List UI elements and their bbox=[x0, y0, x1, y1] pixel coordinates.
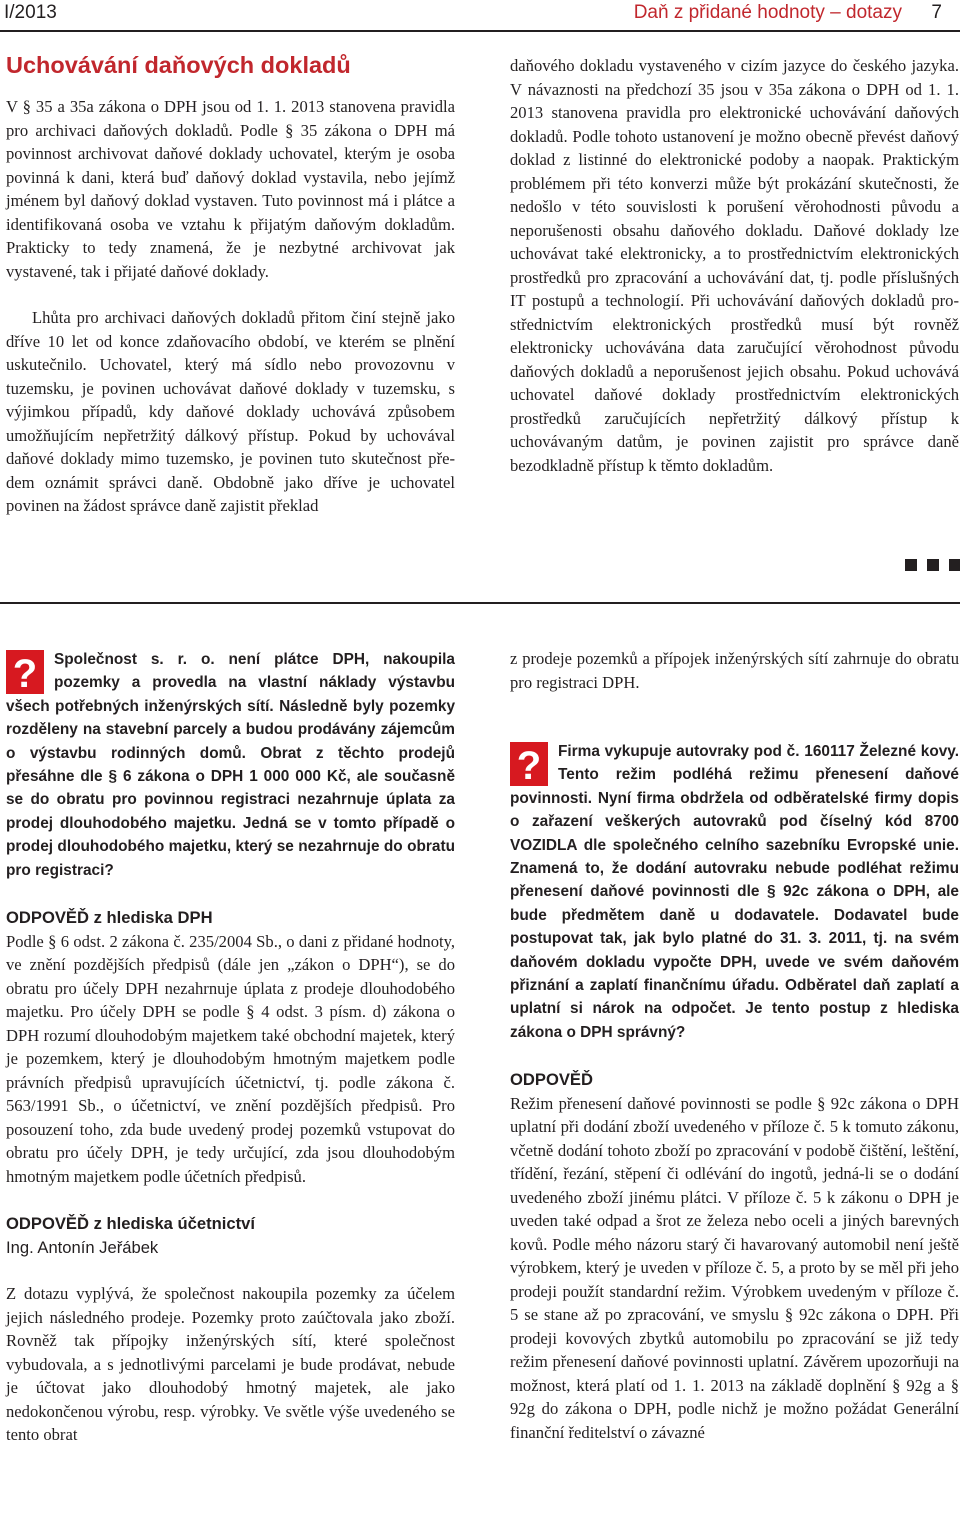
qa2-question-text: Firma vykupuje autovraky pod č. 160117 Železné kovy. Tento režim podléhá režimu přenesení daňové povinnosti. Nyní firma obdržela od odběratelské firmy dopis o zařazení veškerých autovraků pod číselný kód 8700 VOZIDLA dle společného celního sazebníku Evropské unie. Znamená to, že dodání autovraku nebude podléhat režimu přenesení daňové povinnosti dle § 92c zákona o DPH, ale bude předmětem daně u dodavatele. Dodavatel bude postupovat tak, jak bylo platné do 31. 3. 2011, tj. na svém daňovém dokladu vypočte DPH, uvede ve svém daňovém přiznání a zaplatí finančnímu úřadu. Odběratel daň zaplatí a uplatní si nárok na odpočet. Je tento postup z hlediska zákona o DPH správný? bbox=[510, 743, 959, 1041]
article-title: Uchovávání daňových dokladů bbox=[6, 52, 351, 78]
article-paragraph-1: V § 35 a 35a zákona o DPH jsou od 1. 1. 2013 stanovena pravidla pro archivaci daňových dokladů. Podle § 35 zákona o DPH má povinnost archivovat daňové doklady uchovatel, kterým je osoba povinná k dani, která buď daňový doklad vystavila, nebo jejímž jménem byl daňový doklad vystaven. Tuto povinnost má i plátce a identifikovaná osoba ve vztahu k přijatým daňovým dokladům. Prakticky to tedy znamená, že je nezbytné archivovat jak vystavené, tak i přijaté daňové doklady. bbox=[6, 97, 455, 281]
qa1-accounting-continued: z prodeje pozemků a přípojek inženýrských sítí zahrnuje do obratu pro registraci DPH. bbox=[510, 649, 959, 692]
qa1-accounting-author: Ing. Antonín Jeřábek bbox=[6, 1237, 159, 1257]
question-mark-icon bbox=[510, 742, 548, 786]
article-paragraph-3: daňového dokladu vystaveného v cizím jazyce do českého jazyka. V návaznosti na předchozí 35 jsou v 35a zákona o DPH od 1. 1. 2013 stanovena pravidla pro elektronické uchovávání daňových dokladů. Podle tohoto ustanovení je možno obecně převést daňový doklad z listinné do elektronické podoby a naopak. Praktickým problémem při této konverzi může být prokázání skutečnosti, že nedošlo v této souvislosti k porušení věrohodnosti původu a neporušenosti obsahu daňového dokladu. Daňové doklady lze uchovávat také elektronicky, a to prostřednictvím elektronických prostředků pro zpracování a uchovávání dat, tj. podle příslušných IT postupů a technologií. Při uchovávání daňových dokladů prostřednictvím elektronických prostředků musí být rovněž elektronicky uchovávána data zaručující věrohodnost původu daňových dokladů a neporušenost jejich obsahu. Pokud uchovává uchovatel daňové doklady prostřednictvím elektronických prostředků zaručujících nepřetržitý dálkový přístup k uchovávaným datům, je povinen zajistit pro správce daně bezodkladně přístup k těmto dokladům. bbox=[510, 56, 959, 475]
issue-number: I/2013 bbox=[4, 2, 57, 23]
article-end-mark bbox=[905, 559, 960, 571]
qa1-answer-text: Podle § 6 odst. 2 zákona č. 235/2004 Sb., o dani z přidané hodnoty, ve znění pozdějších předpisů (dále jen „zákon o DPH“), se do obratu pro účely DPH nezahrnuje úplata z prodeje dlouhodobého majetku. Pro účely DPH se podle § 4 odst. 3 písm. d) zákona o DPH rozumí dlouhodobým majetkem také obchodní majetek, který je pozemkem, který je dlouhodobým hmotným majetkem podle právních předpisů upravujících účetnictví, tj. podle zákona č. 563/1991 Sb., o účetnictví, ve znění pozdějších předpisů. Pro posouzení toho, zda bude uvedený prodej pozemků vstupovat do obratu pro účely DPH, je tedy určující, zda jsou dlouhodobým hmotným majetkem podle účetních předpisů. bbox=[6, 931, 455, 1186]
svg-text:?: ? bbox=[12, 652, 38, 694]
qa2-answer-heading: ODPOVĚĎ bbox=[510, 1070, 593, 1090]
qa2-column bbox=[510, 647, 959, 1444]
header-rule bbox=[0, 30, 960, 32]
qa1-answer-heading: ODPOVĚĎ z hlediska DPH bbox=[6, 908, 213, 928]
article-right-column bbox=[510, 54, 959, 477]
qa2-answer-text: Režim přenesení daňové povinnosti se podle § 92c zákona o DPH uplatní při dodání zboží uvedeného v příloze č. 5 k tomuto zákonu, včetně dodání tohoto zboží po zpracování v podobě čištění, leštění, třídění, řezání, stěpení či odlévání do ingotů, jedná-li se o dodání uvedeného zboží jinému plátci. V příloze č. 5 k zákonu o DPH je uveden také odpad a šrot ze železa nebo oceli a jiných barevných kovů. Podle mého názoru starý či havarovaný automobil není ještě výrobkem, který je uveden v příloze č. 5, a proto by se měl při jeho prodeji použít standardní režim. Výrobkem uvedeným v příloze č. 5 se stane až po zpracování, ve smyslu § 92c zákona o DPH. Při prodeji kovových zbytků automobilu po zpracování se již tedy režim přenesení daňové povinnosti uplatní. Závěrem upozorňuji na možnost, která platí od 1. 1. 2013 na základě doplnění § 92g a § 92g do zákona o DPH, podle nichž je možno požádat Generální finanční ředitelství o závazné bbox=[510, 1093, 959, 1442]
svg-text:?: ? bbox=[516, 744, 542, 786]
qa1-accounting-heading: ODPOVĚĎ z hlediska účetnictví bbox=[6, 1214, 255, 1234]
qa1-question bbox=[6, 648, 455, 882]
running-title: Daň z přidané hodnoty – dotazy bbox=[633, 2, 902, 23]
article-paragraph-2: Lhůta pro archivaci daňových dokladů přitom činí stejně jako dříve 10 let od konce zdaňovacího období, ve kterém se plnění uskutečnilo. Uchovatel, který má sídlo nebo provozovnu v tuzemsku, je povinen uchovávat daňové doklady v tuzemsku, s výjimkou případů, kdy daňové doklady uchovává způsobem umožňujícím nepřetržitý dálkový přístup. Pokud by uchovával daňové doklady mimo tuzemsko, je povinen tuto skutečnost předem oznámit správci daně. Obdobně jako dříve je uchovatel povinen na žádost správce daně zajistit překlad bbox=[6, 308, 455, 515]
question-mark-icon bbox=[6, 650, 44, 694]
qa1-question-text: Společnost s. r. o. není plátce DPH, nakoupila pozemky a provedla na vlastní náklady výstavbu všech potřebných inženýrských sítí. Následně byly pozemky rozděleny na stavební parcely a budou prodávány zájemcům o výstavbu rodinných domů. Obrat z těchto prodejů přesáhne dle § 6 zákona o DPH 1 000 000 Kč, ale současně se do obratu pro povinnou registraci nezahrnuje úplata za prodej dlouhodobého majetku. Jedná se v tomto případě o prodej dlouhodobého majetku, který se nezahrnuje do obratu pro registraci? bbox=[6, 651, 455, 879]
section-divider bbox=[0, 602, 960, 604]
page-number: 7 bbox=[931, 2, 942, 23]
qa1-column bbox=[6, 648, 455, 1447]
page-header bbox=[0, 0, 960, 30]
article-left-column bbox=[6, 95, 455, 518]
qa2-question bbox=[510, 740, 959, 1044]
qa1-accounting-answer: Z dotazu vyplývá, že společnost nakoupila pozemky za účelem jejich následného prodeje. Pozemky proto zaúčtovala jako zboží. Rovněž tak přípojky inženýrských sítí, které společnost vybudovala, a s jednotlivými parcelami je bude prodávat, nebude je účtovat jako dlouhodobý hmotný majetek, ale jako nedokončenou výrobu, resp. výrobky. Ve světle výše uvedeného se tento obrat bbox=[6, 1284, 455, 1445]
